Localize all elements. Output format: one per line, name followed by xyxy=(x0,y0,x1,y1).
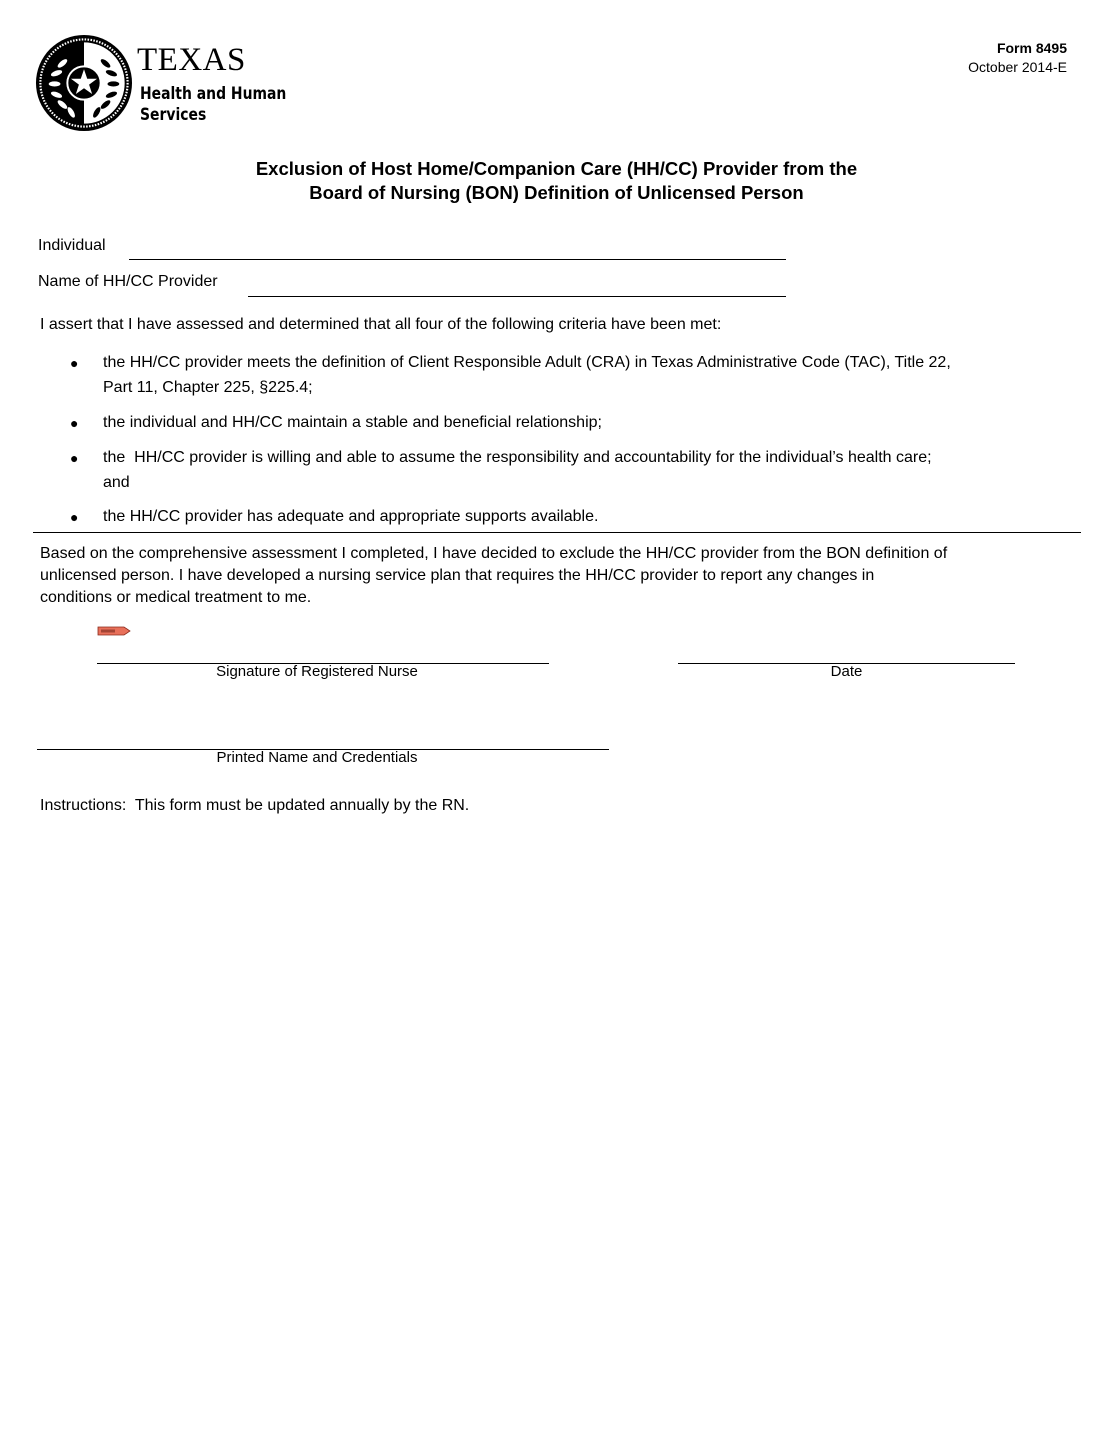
sign-here-tag-icon[interactable] xyxy=(97,626,131,636)
provider-name-label: Name of HH/CC Provider xyxy=(38,273,218,290)
signature-caption: Signature of Registered Nurse xyxy=(216,663,418,680)
form-identifier xyxy=(968,39,1067,77)
decision-line-1: Based on the comprehensive assessment I completed, I have decided to exclude the HH/CC provider from the BON definition of xyxy=(40,545,948,562)
decision-paragraph xyxy=(40,543,947,609)
criteria-text-line-2: and xyxy=(103,474,130,491)
criteria-text-line-1: the individual and HH/CC maintain a stable and beneficial relationship; xyxy=(103,414,602,431)
decision-line-2: unlicensed person. I have developed a nursing service plan that requires the HH/CC provider to report any changes in xyxy=(40,567,875,584)
logo-line-2: Health and Human xyxy=(140,84,287,104)
bullet-icon: ● xyxy=(70,509,79,525)
date-caption: Date xyxy=(830,663,863,680)
logo-agency-name xyxy=(140,84,286,126)
section-divider xyxy=(33,532,1081,533)
form-number: Form 8495 xyxy=(996,40,1067,56)
bullet-icon: ● xyxy=(70,450,79,466)
printed-name-caption: Printed Name and Credentials xyxy=(216,749,418,766)
individual-field[interactable] xyxy=(129,259,786,260)
form-date: October 2014-E xyxy=(968,59,1067,75)
logo-line-3: Services xyxy=(140,105,207,125)
individual-label: Individual xyxy=(38,237,106,254)
bullet-icon: ● xyxy=(70,355,79,371)
assertion-intro: I assert that I have assessed and determined that all four of the following criteria have been met: xyxy=(40,316,722,333)
page-title xyxy=(0,157,1113,205)
instructions-text: Instructions: This form must be updated annually by the RN. xyxy=(40,797,470,814)
title-line-1: Exclusion of Host Home/Companion Care (HH/CC) Provider from the xyxy=(255,158,858,179)
criteria-text-line-1: the HH/CC provider meets the definition of Client Responsible Adult (CRA) in Texas Administrative Code (TAC), Title 22, xyxy=(103,354,951,371)
criteria-text-line-1: the HH/CC provider has adequate and appropriate supports available. xyxy=(103,508,599,525)
texas-seal-icon xyxy=(35,34,133,132)
criteria-text-line-2: Part 11, Chapter 225, §225.4; xyxy=(103,379,313,396)
decision-line-3: conditions or medical treatment to me. xyxy=(40,589,312,606)
criteria-text-line-1: the HH/CC provider is willing and able to assume the responsibility and accountability for the individual’s health care; xyxy=(103,449,932,466)
bullet-icon: ● xyxy=(70,415,79,431)
title-line-2: Board of Nursing (BON) Definition of Unlicensed Person xyxy=(309,182,804,203)
provider-name-field[interactable] xyxy=(248,296,786,297)
logo-texas-text: TEXAS xyxy=(137,42,246,78)
